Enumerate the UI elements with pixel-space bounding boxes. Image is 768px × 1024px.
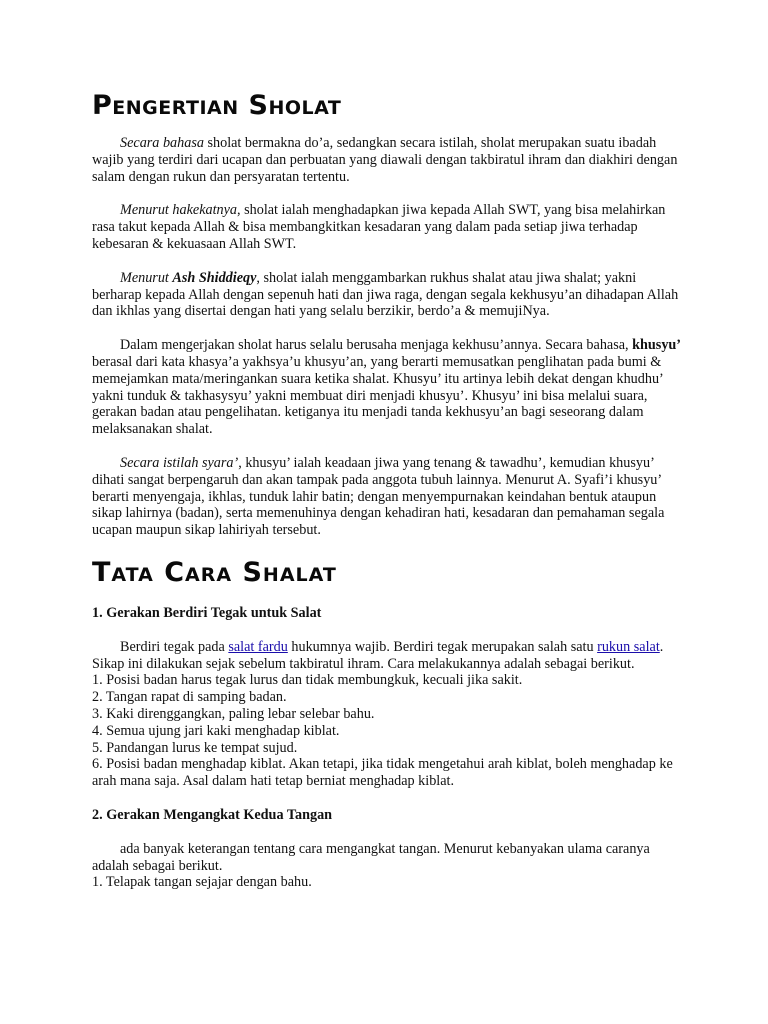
italic-lead	[120, 270, 256, 286]
paragraph-ash-shiddieqy	[92, 270, 682, 320]
paragraph-text: , sholat ialah menggambarkan rukhus shalat atau jiwa shalat; yakni berharap kepada Allah dengan sepenuh hati dan jiwa raga, dengan segala kekhusyu’an dihadapan Allah dan ikhlas yang disertai dengan hati yang selalu berzikir, berdo’a & memujiNya.	[92, 269, 679, 320]
section-title-pengertian: Pengertian Sholat	[92, 90, 342, 121]
italic-lead: Menurut hakekatnya	[120, 202, 238, 219]
italic-lead: Secara istilah syara’	[120, 454, 239, 471]
paragraph-istilah-syara	[92, 455, 682, 539]
italic-lead-text: Menurut	[120, 269, 173, 286]
paragraph-text-b: berasal dari kata khasya’a yakhsya’u khusyu’an, yang berarti memusatkan penglihatan pada bumi & memejamkan mata/meringankan suara ketika shalat. Khusyu’ itu artinya lebih dekat dengan khudhu’ yakni tunduk & takhasysyu’ yakni membuat diri menjadi khusyu’. Khusyu’ ini bisa melalui suara, gerakan badan atau pengelihatan. ketiganya itu menjadi tanda kekhusyu’an bagi seseorang dalam melaksanakan shalat.	[92, 353, 663, 438]
intro-text-b: hukumnya wajib. Berdiri tegak merupakan salah satu	[287, 638, 598, 655]
bold-term: khusyu’	[632, 337, 682, 354]
paragraph-secara-bahasa	[92, 135, 682, 185]
intro-text: ada banyak keterangan tentang cara mengangkat tangan. Menurut kebanyakan ulama caranya adalah sebagai berikut.	[92, 840, 650, 874]
document-page	[92, 90, 682, 891]
paragraph-text: , khusyu’ ialah keadaan jiwa yang tenang & tawadhu’, kemudian khusyu’ dihati sangat berpengaruh dan akan tampak pada anggota tubuh lainnya. Menurut A. Syafi’i khusyu’ berarti menyengaja, ikhlas, tunduk lahir batin; dengan menyempurnakan keindahan bentuk ataupun sikap lahirnya (badan), serta memenuhinya dengan kehadiran hati, kesadaran dan pemahaman segala ucapan maupun sikap lahiriyah tersebut.	[92, 454, 665, 539]
subheading-berdiri-tegak: 1. Gerakan Berdiri Tegak untuk Salat	[92, 604, 322, 621]
list-item: 1. Telapak tangan sejajar dengan bahu.	[92, 874, 312, 891]
paragraph-hakekat	[92, 202, 682, 252]
paragraph-mengangkat-intro	[92, 841, 682, 875]
list-item: 3. Kaki direnggangkan, paling lebar selebar bahu.	[92, 705, 375, 722]
paragraph-text: sholat bermakna do’a, sedangkan secara istilah, sholat merupakan suatu ibadah wajib yang terdiri dari ucapan dan perbuatan yang diawali dengan takbiratul ihram dan diakhiri dengan salam dengan rukun dan persyaratan tertentu.	[92, 135, 678, 185]
list-item: 2. Tangan rapat di samping badan.	[92, 689, 287, 706]
paragraph-text: , sholat ialah menghadapkan jiwa kepada Allah SWT, yang bisa melahirkan rasa takut kepada Allah & bisa membangkitkan kesadaran yang dalam pada setiap jiwa terhadap kebesaran & kekuasaan Allah SWT.	[92, 202, 666, 252]
paragraph-text-a: Dalam mengerjakan sholat harus selalu berusaha menjaga kekhusu’annya. Secara bahasa,	[120, 337, 633, 354]
intro-text-a: Berdiri tegak pada	[120, 638, 229, 655]
list-item: 5. Pandangan lurus ke tempat sujud.	[92, 739, 298, 756]
intro-text-c: . Sikap ini dilakukan sejak sebelum takbiratul ihram. Cara melakukannya adalah sebagai berikut.	[92, 638, 664, 672]
list-item: 6. Posisi badan menghadap kiblat. Akan tetapi, jika tidak mengetahui arah kiblat, boleh menghadap ke arah mana saja. Asal dalam hati tetap berniat menghadap kiblat.	[92, 756, 673, 790]
list-item: 1. Posisi badan harus tegak lurus dan tidak membungkuk, kecuali jika sakit.	[92, 672, 523, 689]
spacer	[92, 790, 682, 807]
section-title-tata-cara: Tata Cara Shalat	[92, 556, 337, 588]
paragraph-khusyu	[92, 337, 682, 438]
italic-lead: Secara bahasa	[120, 135, 204, 151]
link-salat-fardu[interactable]: salat fardu	[228, 638, 288, 655]
list-item: 4. Semua ujung jari kaki menghadap kiblat.	[92, 722, 340, 739]
paragraph-berdiri-intro	[92, 639, 682, 673]
bold-name: Ash Shiddieqy	[172, 269, 257, 286]
link-rukun-salat[interactable]: rukun salat	[597, 638, 660, 655]
subheading-mengangkat-tangan: 2. Gerakan Mengangkat Kedua Tangan	[92, 806, 333, 823]
